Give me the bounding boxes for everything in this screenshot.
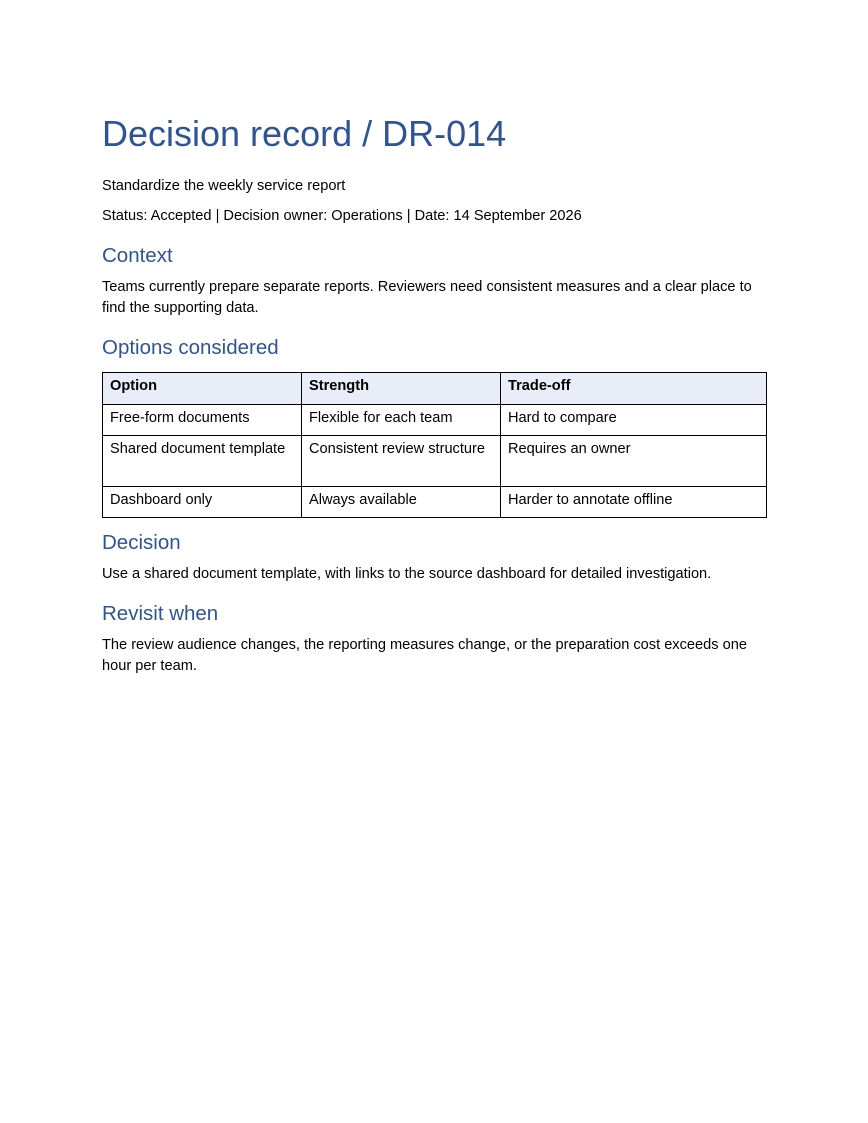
revisit-text: The review audience changes, the reporting measures change, or the preparation cost exceeds one hour per team. [102,637,747,674]
table-cell: Flexible for each team [302,405,501,436]
table-cell: Harder to annotate offline [501,487,767,518]
options-heading: Options considered [102,336,279,359]
page-title: Decision record / DR-014 [102,113,507,154]
options-table [102,372,767,518]
decision-text: Use a shared document template, with links to the source dashboard for detailed investigation. [102,566,712,582]
table-row [103,487,767,518]
table-cell: Always available [302,487,501,518]
table-cell: Consistent review structure [302,436,501,487]
table-cell: Shared document template [103,436,302,487]
table-row [103,436,767,487]
table-cell: Dashboard only [103,487,302,518]
decision-heading: Decision [102,531,181,554]
table-cell: Hard to compare [501,405,767,436]
document-meta: Status: Accepted | Decision owner: Operations | Date: 14 September 2026 [102,208,582,224]
context-text: Teams currently prepare separate reports. Reviewers need consistent measures and a clear place to find the supporting data. [102,279,752,316]
column-header-strength: Strength [302,373,501,405]
table-row [103,405,767,436]
document-subtitle: Standardize the weekly service report [102,178,346,194]
table-cell: Free-form documents [103,405,302,436]
table-cell: Requires an owner [501,436,767,487]
revisit-heading: Revisit when [102,602,219,625]
column-header-option: Option [103,373,302,405]
context-heading: Context [102,244,173,267]
table-header-row [103,373,767,405]
column-header-trade-off: Trade-off [501,373,767,405]
